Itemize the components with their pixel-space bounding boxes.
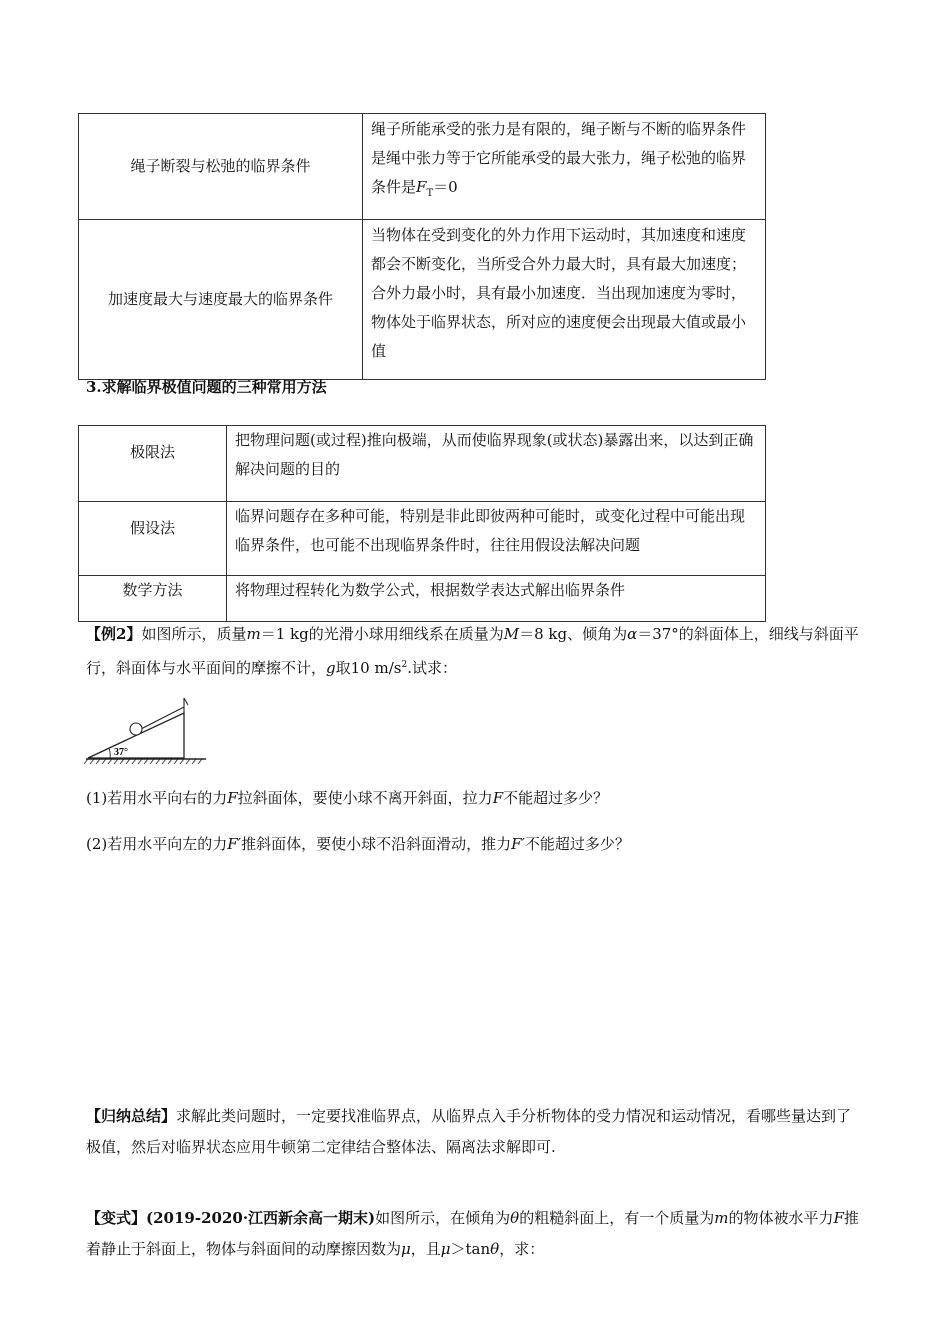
table-row — [79, 426, 766, 502]
methods-table — [78, 425, 766, 622]
string-line — [139, 707, 184, 730]
table-text-cell: 把物理问题(或过程)推向极端，从而使临界现象(或状态)暴露出来，以达到正确解决问题的目的 — [227, 426, 766, 502]
table-row — [79, 502, 766, 576]
question-1: (1)若用水平向右的力F拉斜面体，要使小球不离开斜面，拉力F不能超过多少？ — [86, 789, 609, 807]
variant-paragraph: 【变式】(2019-2020·江西新余高一期末)如图所示，在倾角为θ的粗糙斜面上，有一个质量为m的物体被水平力F推着静止于斜面上，物体与斜面间的动摩擦因数为μ，且μ＞tanθ，求： — [86, 1209, 859, 1258]
table-row — [79, 114, 766, 220]
summary-paragraph: 【归纳总结】求解此类问题时，一定要找准临界点，从临界点入手分析物体的受力情况和运动情况，看哪些量达到了极值，然后对临界状态应用牛顿第二定律结合整体法、隔离法求解即可. — [86, 1107, 852, 1156]
table-label-cell: 数学方法 — [79, 576, 227, 622]
table-text-cell: 临界问题存在多种可能，特别是非此即彼两种可能时，或变化过程中可能出现临界条件，也可能不出现临界条件时，往往用假设法解决问题 — [227, 502, 766, 576]
table-label-cell: 绳子断裂与松弛的临界条件 — [79, 114, 363, 220]
example-2-text: 【例2】如图所示，质量m＝1 kg的光滑小球用细线系在质量为M＝8 kg、倾角为α＝37°的斜面体上，细线与斜面平行，斜面体与水平面间的摩擦不计，g取10 $m/s^2$.试求： — [86, 625, 859, 677]
table-label-cell: 极限法 — [79, 426, 227, 502]
table-label-cell: 加速度最大与速度最大的临界条件 — [79, 220, 363, 380]
table-row — [79, 576, 766, 622]
section-heading: 3.求解临界极值问题的三种常用方法 — [86, 378, 327, 396]
table-row — [79, 220, 766, 380]
critical-conditions-table — [78, 113, 766, 380]
table-text-cell: 绳子所能承受的张力是有限的，绳子断与不断的临界条件是绳中张力等于它所能承受的最大张力，绳子松弛的临界条件是$F_T=0$ — [363, 114, 766, 220]
table-text-cell: 将物理过程转化为数学公式，根据数学表达式解出临界条件 — [227, 576, 766, 622]
table-text-cell: 当物体在受到变化的外力作用下运动时，其加速度和速度都会不断变化，当所受合外力最大时，具有最大加速度；合外力最小时，具有最小加速度．当出现加速度为零时，物体处于临界状态，所对应的速度便会出现最大值或最小值 — [363, 220, 766, 380]
ball — [130, 723, 142, 735]
angle-label: 37° — [114, 747, 128, 758]
incline-figure — [84, 695, 214, 767]
table-label-cell: 假设法 — [79, 502, 227, 576]
question-2: (2)若用水平向左的力F′推斜面体，要使小球不沿斜面滑动，推力F′不能超过多少？ — [86, 835, 630, 853]
